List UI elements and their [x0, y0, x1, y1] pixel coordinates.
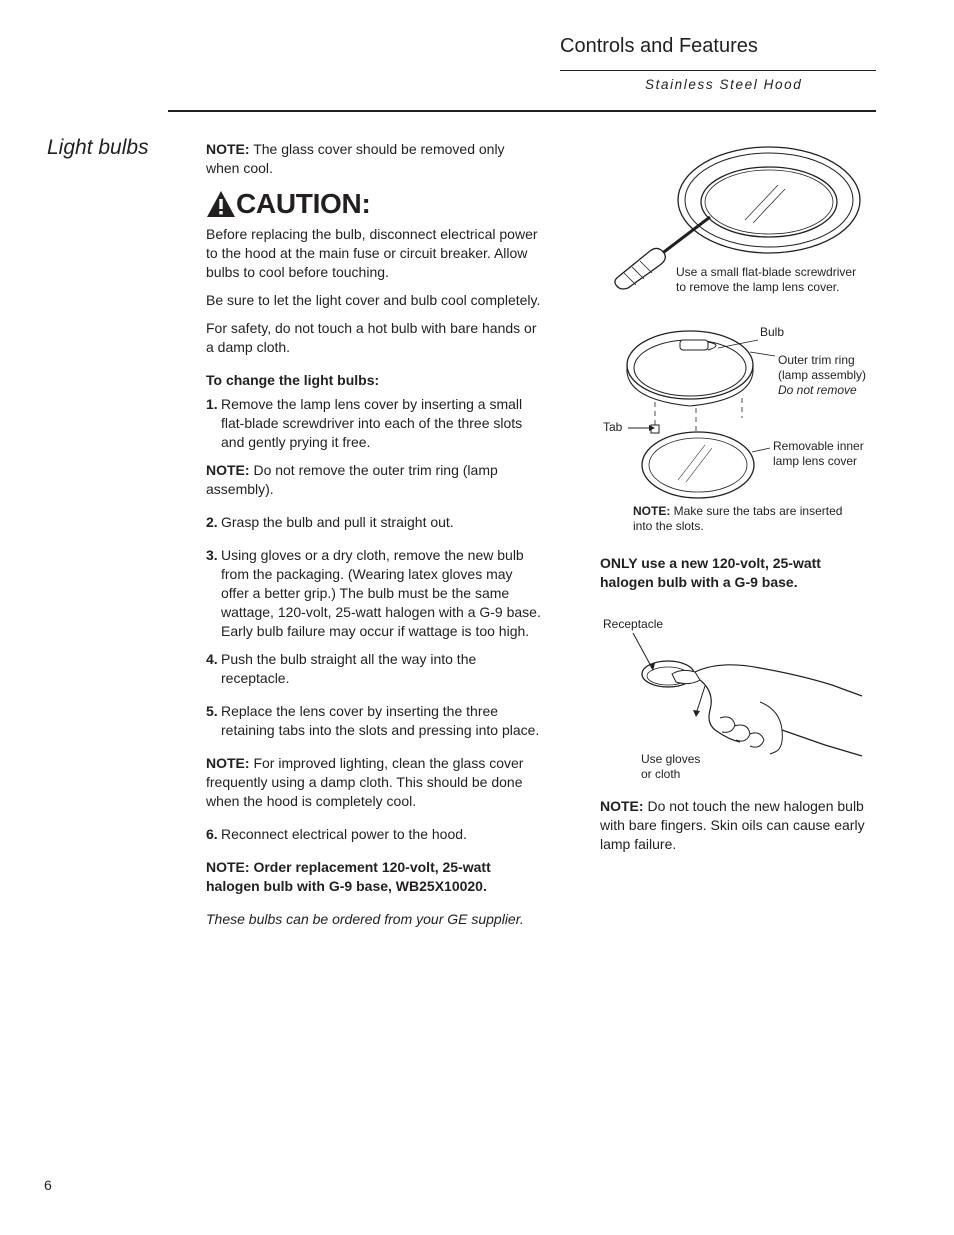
to-change-heading: To change the light bulbs:: [206, 372, 380, 388]
note-cleaning: NOTE: For improved lighting, clean the glass cover frequently using a damp cloth. This should be done when the hood is completely cool.: [206, 755, 524, 809]
note-glass-cover: NOTE: The glass cover should be removed only when cool.: [206, 141, 505, 176]
halogen-fingers-note: NOTE: Do not touch the new halogen bulb with bare fingers. Skin oils can cause early lamp failure.: [600, 798, 865, 852]
fig2-inner-lens-label: Removable inner lamp lens cover: [773, 439, 864, 468]
fig2-outer-trim-label: Outer trim ring (lamp assembly) Do not remove: [778, 353, 867, 397]
lamp-assembly-exploded-illustration: [600, 320, 800, 500]
instructions-column: [206, 140, 541, 938]
caution-paragraph-2: Be sure to let the light cover and bulb cool completely.: [206, 292, 541, 308]
caution-paragraph-1: Before replacing the bulb, disconnect electrical power to the hood at the main fuse or circuit breaker. Allow bulbs to cool before touching.: [206, 226, 538, 280]
step-5: 5. Replace the lens cover by inserting the three retaining tabs into the slots and pressing into place.: [206, 703, 540, 738]
header-rule: [168, 110, 876, 112]
step-2: 2. Grasp the bulb and pull it straight out.: [206, 514, 454, 530]
fig2-note: NOTE: Make sure the tabs are inserted into the slots.: [633, 504, 843, 533]
warning-triangle-icon: [206, 190, 236, 218]
step-4: 4. Push the bulb straight all the way into the receptacle.: [206, 651, 477, 686]
hand-insert-bulb-illustration: [600, 630, 870, 770]
order-note: NOTE: Order replacement 120-volt, 25-watt halogen bulb with G-9 base, WB25X10020.: [206, 859, 491, 894]
fig2-bulb-label: Bulb: [760, 325, 785, 339]
caution-heading: [206, 187, 541, 221]
header-divider: [560, 70, 876, 71]
caution-title: CAUTION:: [236, 188, 371, 219]
page-header-title: Controls and Features: [560, 35, 758, 57]
page-number: 6: [44, 1177, 52, 1193]
fig3-receptacle-label: Receptacle: [603, 617, 664, 631]
bulb-spec-note: ONLY use a new 120-volt, 25-watt halogen bulb with a G-9 base.: [600, 555, 821, 590]
step-1: 1. Remove the lamp lens cover by inserting a small flat-blade screwdriver into each of the three slots and gently prying it free.: [206, 396, 523, 450]
fig2-tab-label: Tab: [603, 420, 623, 434]
fig3-gloves-label: Use gloves or cloth: [641, 752, 701, 781]
page-header-subtitle: Stainless Steel Hood: [645, 77, 803, 92]
caution-paragraph-3: For safety, do not touch a hot bulb with bare hands or a damp cloth.: [206, 320, 537, 355]
fig1-caption: Use a small flat-blade screwdriver to remove the lamp lens cover.: [676, 265, 857, 294]
note-outer-trim: NOTE: Do not remove the outer trim ring (lamp assembly).: [206, 462, 498, 497]
supplier-note: These bulbs can be ordered from your GE supplier.: [206, 911, 524, 927]
section-title: Light bulbs: [47, 136, 149, 159]
step-6: 6. Reconnect electrical power to the hood.: [206, 826, 467, 842]
step-3: 3. Using gloves or a dry cloth, remove the new bulb from the packaging. (Wearing latex gloves may offer a better grip.) The bulb must be the same wattage, 120-volt, 25-watt halogen with a G-9 base. Early bulb failure may occur if wattage is too high.: [206, 547, 541, 639]
